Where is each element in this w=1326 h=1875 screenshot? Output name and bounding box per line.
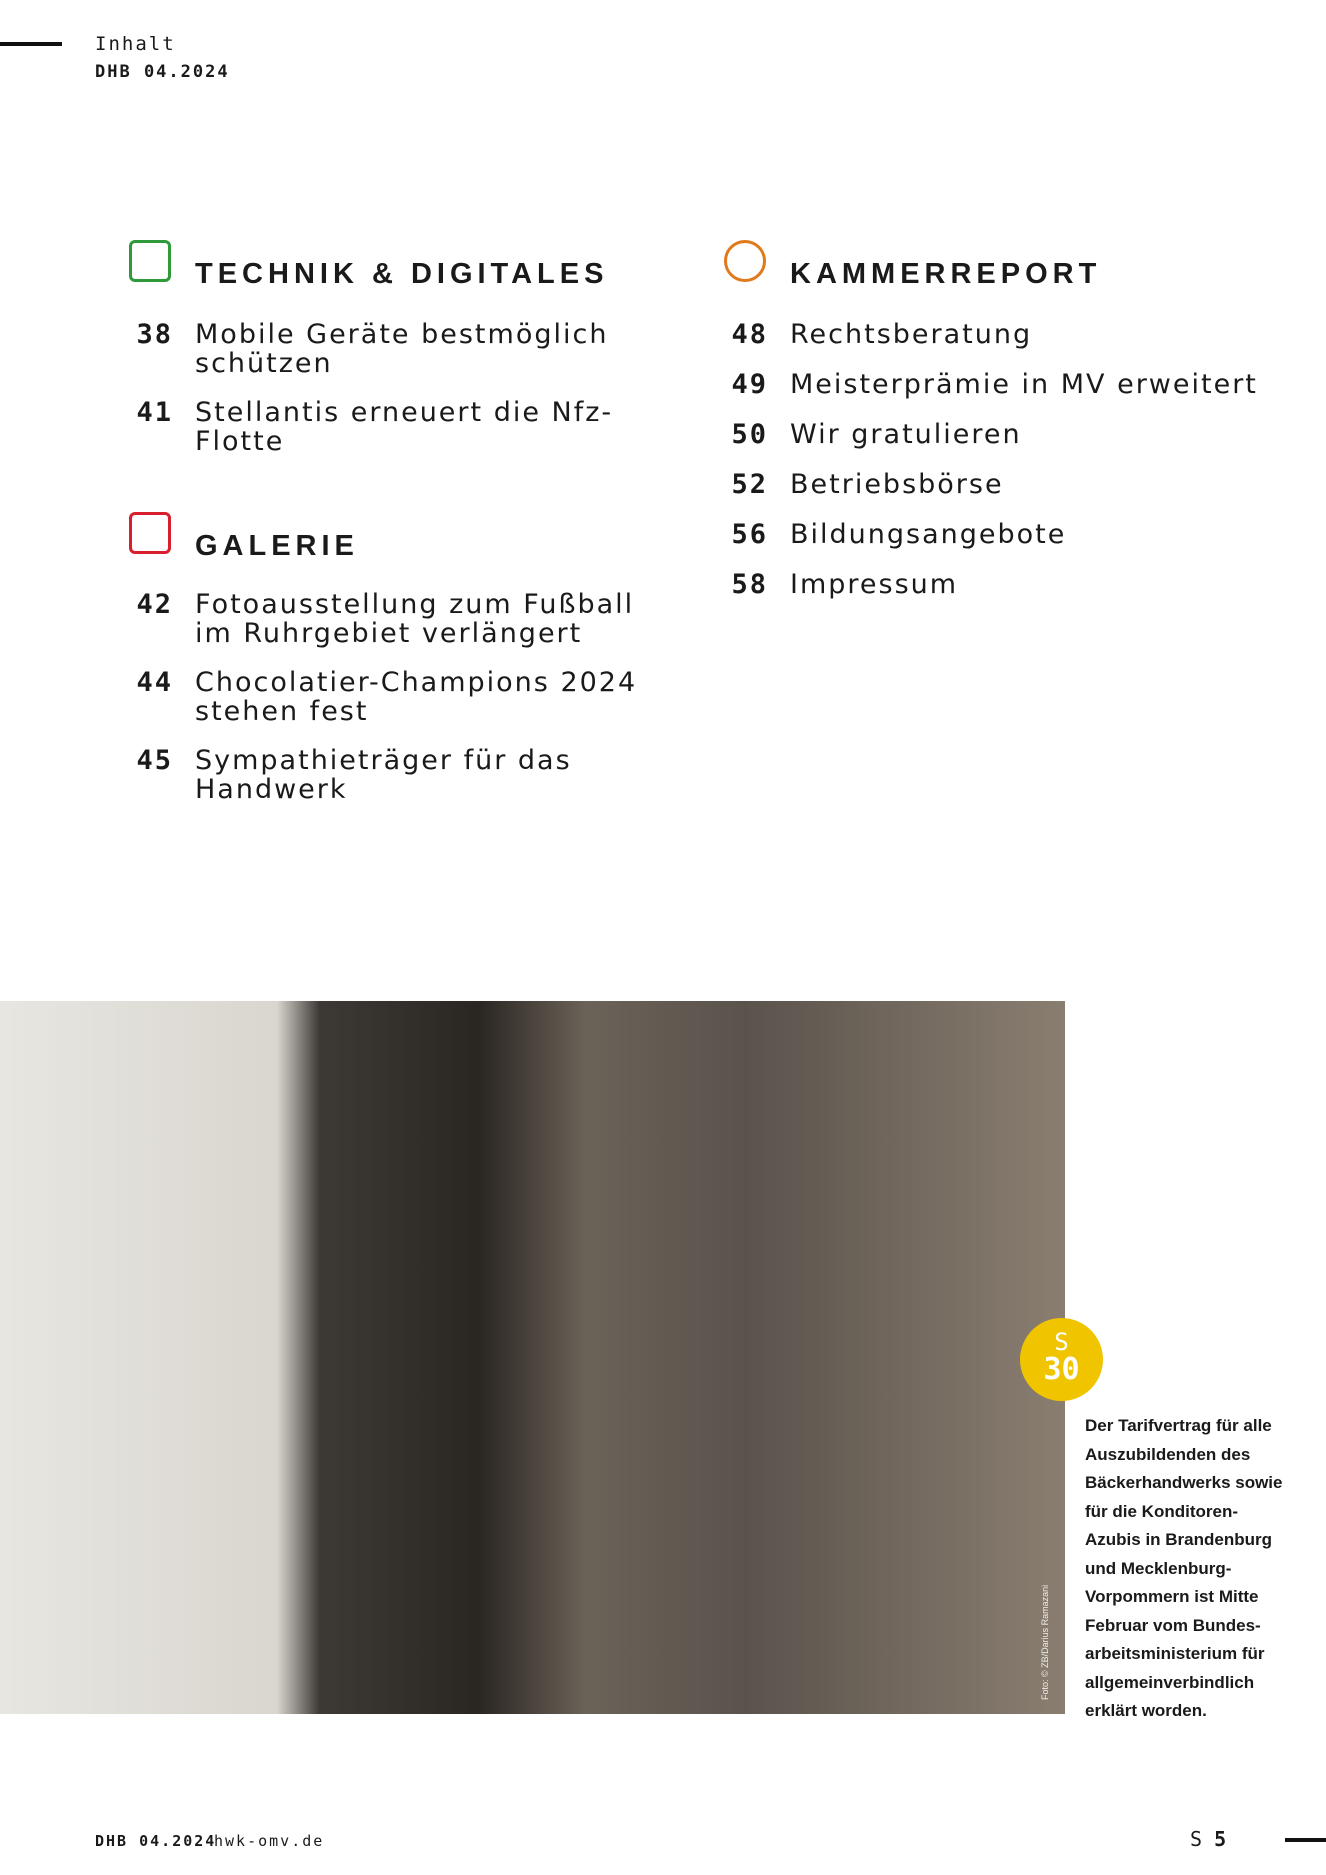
toc-entry[interactable]: 41 Stellantis erneuert die Nfz-Flotte xyxy=(136,397,614,457)
chip-icon xyxy=(129,240,171,282)
toc-entry[interactable]: 44 Chocolatier-Champions 2024 stehen fest xyxy=(136,667,638,727)
photo-caption: Der Tarifvertrag für alle Auszubildenden des Bäckerhandwerks sowie für die Konditoren-Azubis in Brandenburg und Mecklenburg-Vorpommern ist Mitte Februar vom Bundes-arbeitsministerium für allgemeinverbindlich erklärt worden. xyxy=(1085,1416,1283,1720)
footer-issue: DHB 04.2024 xyxy=(95,1832,217,1850)
section-title: GALERIE xyxy=(195,530,359,562)
section-title: TECHNIK & DIGITALES xyxy=(195,258,609,290)
toc-entry[interactable]: 49 Meisterprämie in MV erweitert xyxy=(731,369,1258,400)
toc-entry[interactable]: 38 Mobile Geräte bestmöglich schützen xyxy=(136,319,609,379)
baker-photo xyxy=(0,1001,1065,1714)
footer-url: hwk-omv.de xyxy=(214,1832,325,1850)
toc-entry[interactable]: 58 Impressum xyxy=(731,569,959,600)
photo-credit: Foto: © ZB/Darius Ramazani xyxy=(1040,1584,1050,1700)
toc-entry[interactable]: 50 Wir gratulieren xyxy=(731,419,1022,450)
issue-label: DHB 04.2024 xyxy=(95,62,230,82)
image-icon xyxy=(129,512,171,554)
pin-icon xyxy=(724,240,766,282)
toc-entry[interactable]: 48 Rechtsberatung xyxy=(731,319,1033,350)
section-label: Inhalt xyxy=(95,33,176,55)
section-title: KAMMERREPORT xyxy=(790,258,1102,290)
toc-entry[interactable]: 45 Sympathieträger für das Handwerk xyxy=(136,745,572,805)
toc-entry[interactable]: 52 Betriebsbörse xyxy=(731,469,1004,500)
toc-entry[interactable]: 56 Bildungsangebote xyxy=(731,519,1067,550)
footer-rule xyxy=(1285,1838,1326,1842)
header-rule xyxy=(0,42,62,46)
footer-page: S 5 xyxy=(1190,1827,1227,1851)
toc-entry[interactable]: 42 Fotoausstellung zum Fußball im Ruhrgebiet verlängert xyxy=(136,589,635,649)
page-badge[interactable]: S 30 xyxy=(1020,1318,1103,1401)
